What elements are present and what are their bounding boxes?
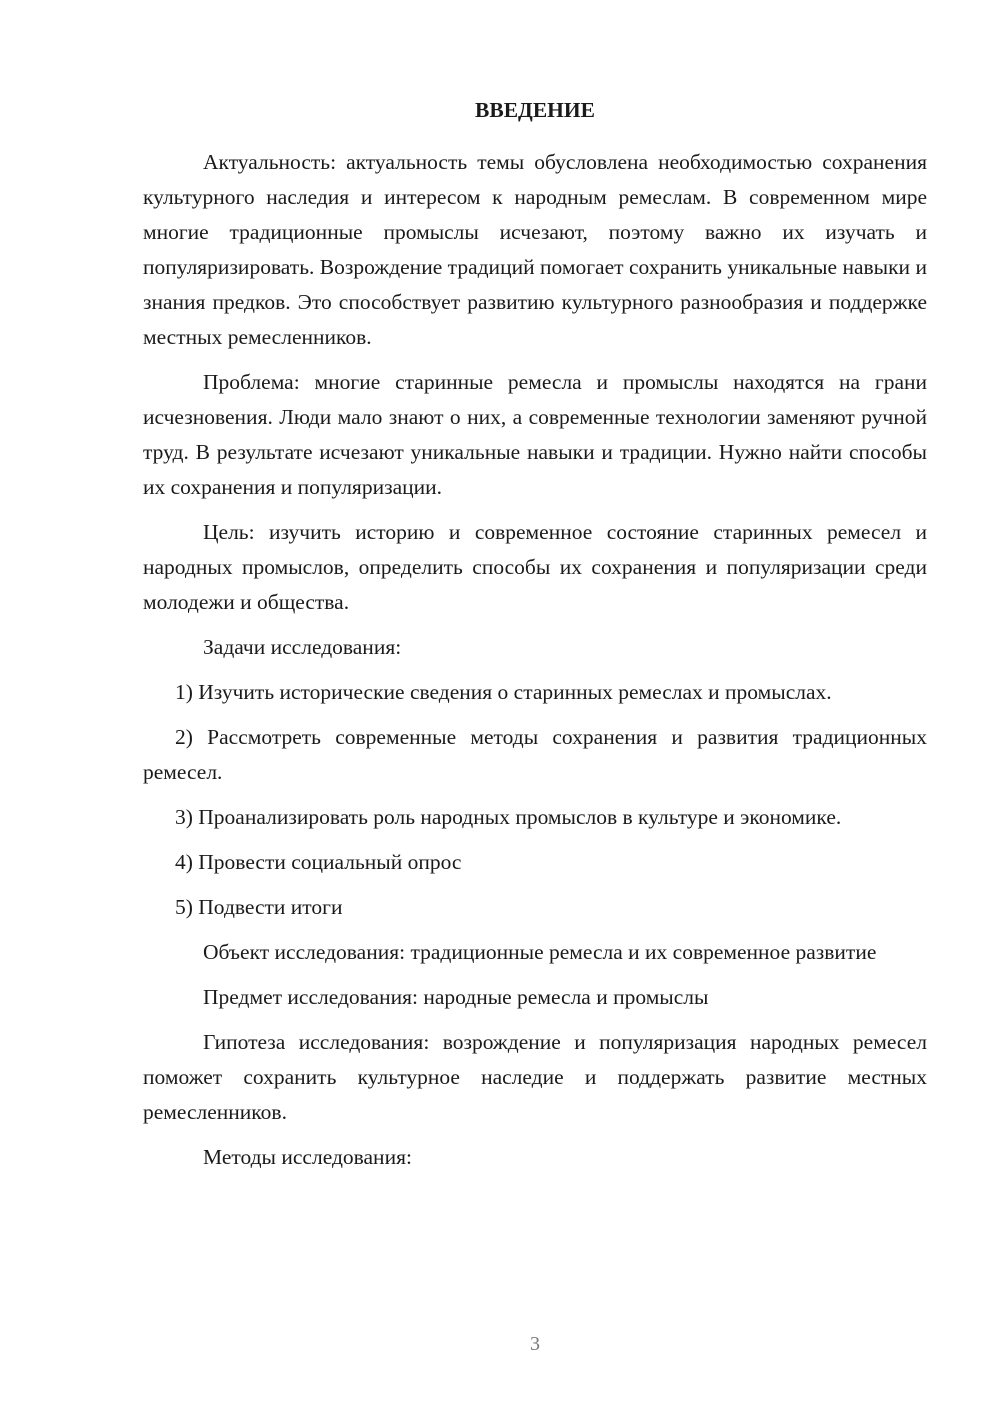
object-paragraph: Объект исследования: традиционные ремесла и их современное развитие (203, 940, 877, 964)
goal-paragraph: Цель: изучить историю и современное состояние старинных ремесел и народных промыслов, определить способы их сохранения и популяризации среди молодежи и общества. (143, 520, 927, 614)
list-item: 3) Проанализировать роль народных промыслов в культуре и экономике. (175, 805, 842, 829)
relevance-paragraph: Актуальность: актуальность темы обусловлена необходимостью сохранения культурного наследия и интересом к народным ремеслам. В современном мире многие традиционные промыслы исчезают, поэтому важно их изучать и популяризировать. Возрождение традиций помогает сохранить уникальные навыки и знания предков. Это способствует развитию культурного разнообразия и поддержке местных ремесленников. (143, 150, 927, 349)
page-title: ВВЕДЕНИЕ (475, 98, 595, 122)
list-item: 2) Рассмотреть современные методы сохранения и развития традиционных ремесел. (143, 725, 927, 784)
subject-paragraph: Предмет исследования: народные ремесла и промыслы (203, 985, 709, 1009)
hypothesis-paragraph: Гипотеза исследования: возрождение и популяризация народных ремесел поможет сохранить культурное наследие и поддержать развитие местных ремесленников. (143, 1030, 927, 1124)
methods-heading: Методы исследования: (203, 1145, 412, 1169)
document-page (143, 93, 927, 1185)
tasks-heading: Задачи исследования: (203, 635, 402, 659)
list-item: 1) Изучить исторические сведения о старинных ремеслах и промыслах. (175, 680, 832, 704)
list-item: 4) Провести социальный опрос (175, 850, 462, 874)
tasks-list (143, 675, 927, 925)
problem-paragraph: Проблема: многие старинные ремесла и промыслы находятся на грани исчезновения. Люди мало знают о них, а современные технологии заменяют ручной труд. В результате исчезают уникальные навыки и традиции. Нужно найти способы их сохранения и популяризации. (143, 370, 927, 499)
list-item: 5) Подвести итоги (175, 895, 343, 919)
page-number: 3 (530, 1333, 540, 1355)
